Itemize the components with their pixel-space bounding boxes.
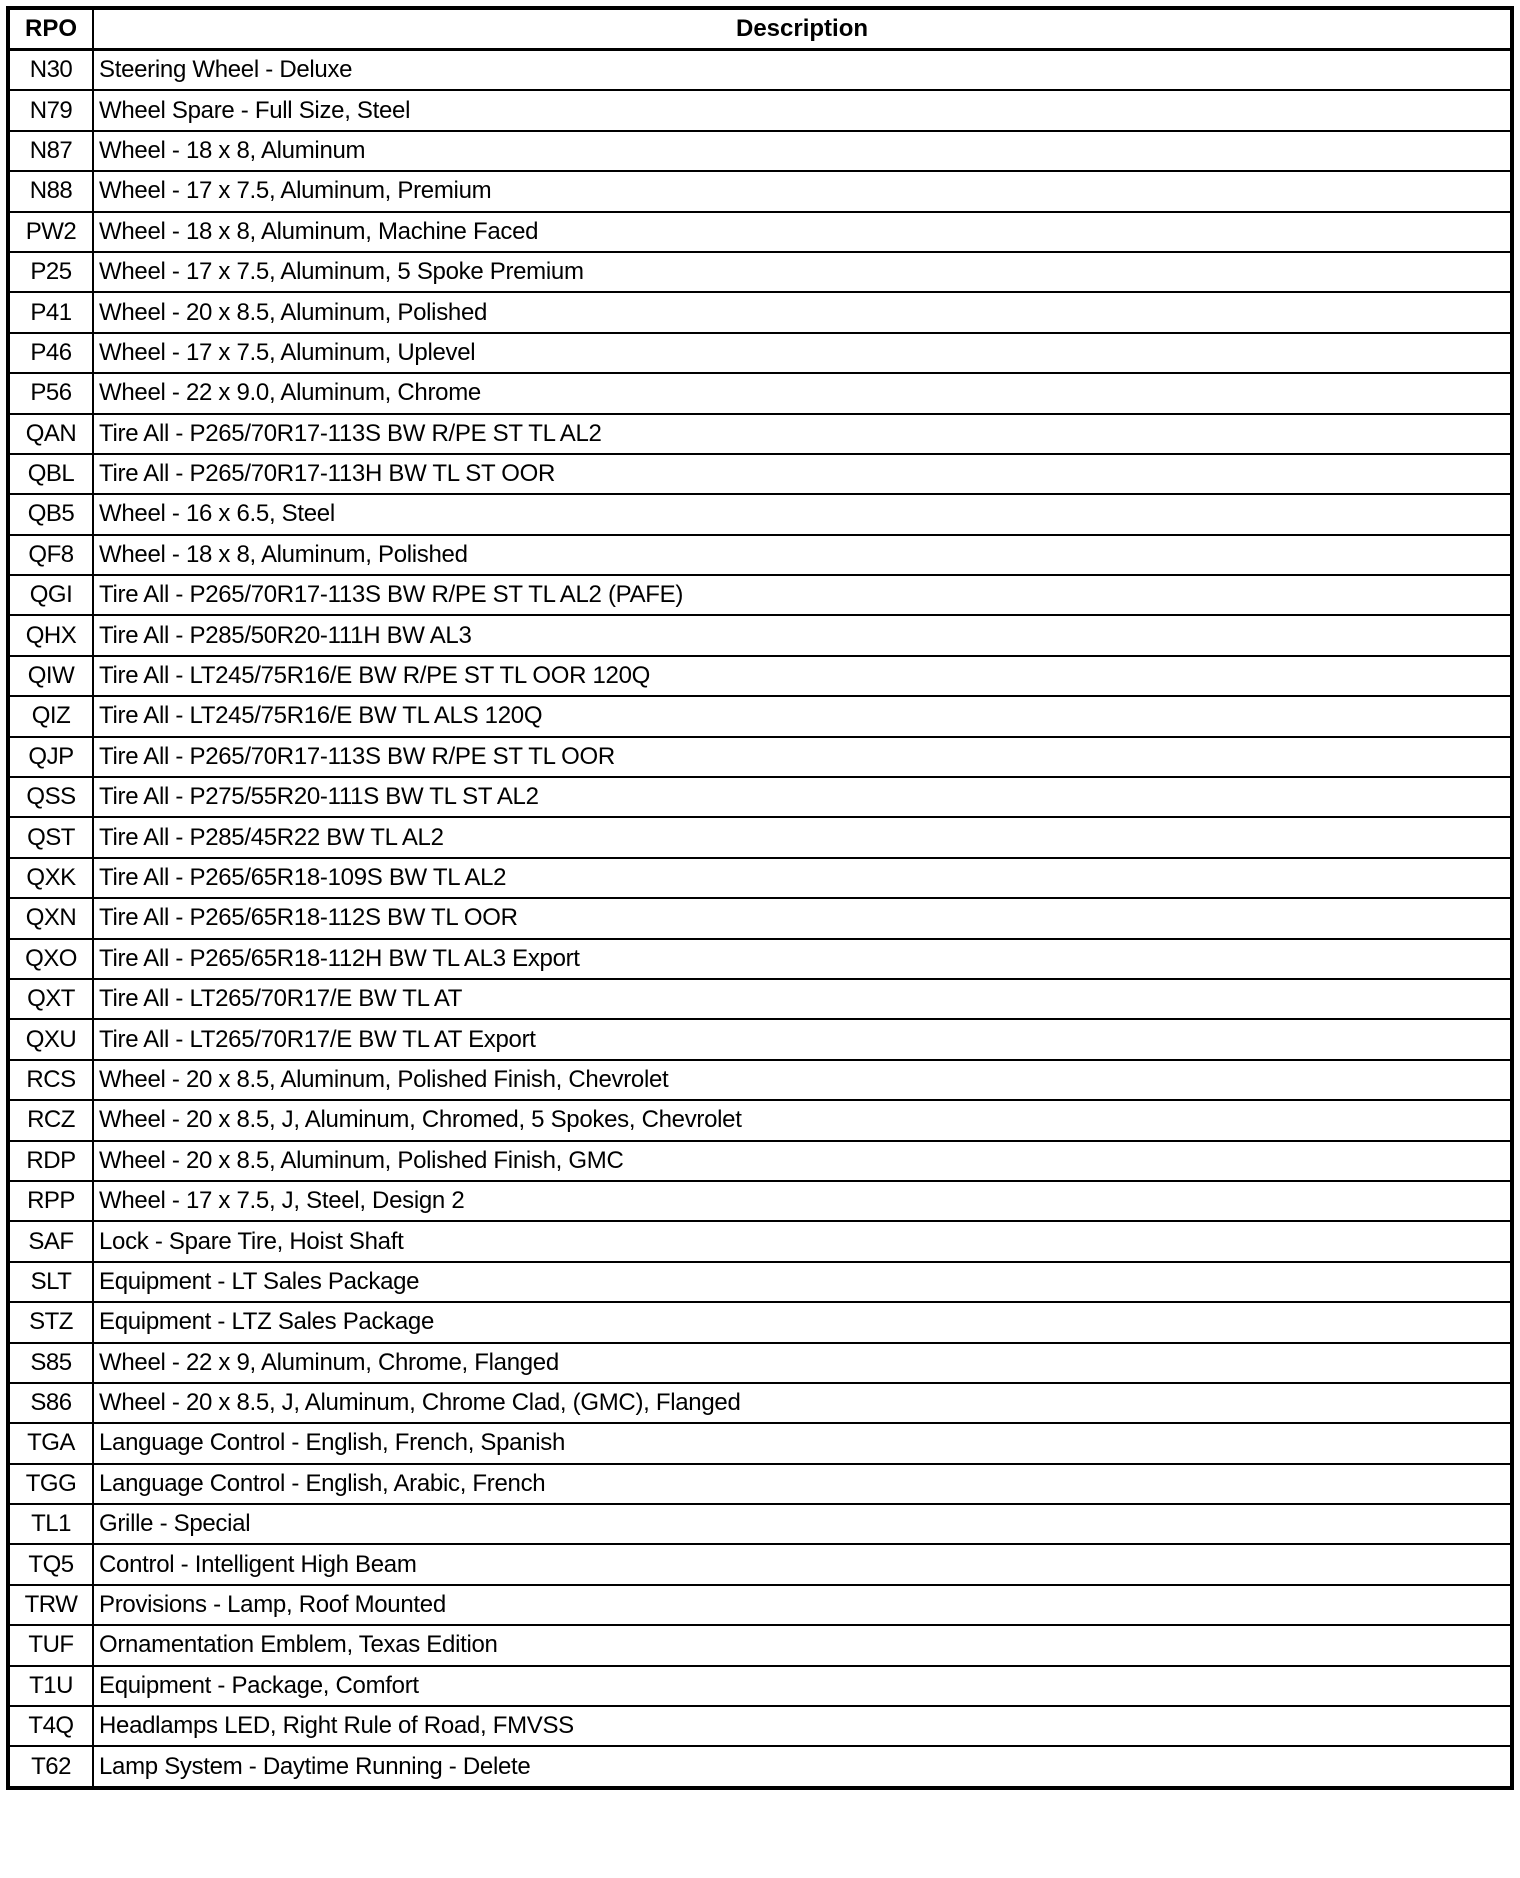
rpo-code-cell: QAN [8, 414, 93, 454]
rpo-code-cell: QIZ [8, 696, 93, 736]
rpo-code-cell: N79 [8, 90, 93, 130]
rpo-code-cell: QGI [8, 575, 93, 615]
table-row [8, 535, 1512, 575]
description-cell: Equipment - LTZ Sales Package [93, 1302, 1512, 1342]
rpo-code-cell: P41 [8, 292, 93, 332]
rpo-code-cell: N30 [8, 50, 93, 91]
rpo-code-cell: S85 [8, 1343, 93, 1383]
table-row [8, 131, 1512, 171]
rpo-code-cell: QXN [8, 898, 93, 938]
header-rpo: RPO [8, 8, 93, 50]
description-cell: Language Control - English, Arabic, French [93, 1464, 1512, 1504]
description-cell: Equipment - Package, Comfort [93, 1666, 1512, 1706]
rpo-code-cell: P25 [8, 252, 93, 292]
description-cell: Wheel - 22 x 9.0, Aluminum, Chrome [93, 373, 1512, 413]
description-cell: Steering Wheel - Deluxe [93, 50, 1512, 91]
description-cell: Tire All - P275/55R20-111S BW TL ST AL2 [93, 777, 1512, 817]
table-row [8, 252, 1512, 292]
table-row [8, 171, 1512, 211]
table-row [8, 1504, 1512, 1544]
rpo-code-cell: TQ5 [8, 1544, 93, 1584]
description-cell: Tire All - P265/65R18-112S BW TL OOR [93, 898, 1512, 938]
table-row [8, 898, 1512, 938]
table-row [8, 1262, 1512, 1302]
table-row [8, 1625, 1512, 1665]
description-cell: Tire All - P265/70R17-113S BW R/PE ST TL OOR [93, 737, 1512, 777]
table-row [8, 1706, 1512, 1746]
description-cell: Grille - Special [93, 1504, 1512, 1544]
table-row [8, 1221, 1512, 1261]
table-row [8, 292, 1512, 332]
table-row [8, 1302, 1512, 1342]
rpo-code-cell: SAF [8, 1221, 93, 1261]
table-row [8, 656, 1512, 696]
table-row [8, 737, 1512, 777]
description-cell: Tire All - P265/70R17-113S BW R/PE ST TL AL2 [93, 414, 1512, 454]
description-cell: Tire All - P285/50R20-111H BW AL3 [93, 615, 1512, 655]
table-row [8, 615, 1512, 655]
rpo-code-cell: QBL [8, 454, 93, 494]
table-row [8, 858, 1512, 898]
rpo-table [6, 6, 1514, 1790]
table-row [8, 1666, 1512, 1706]
rpo-code-cell: T1U [8, 1666, 93, 1706]
table-row [8, 1181, 1512, 1221]
description-cell: Wheel - 22 x 9, Aluminum, Chrome, Flanged [93, 1343, 1512, 1383]
description-cell: Wheel - 20 x 8.5, J, Aluminum, Chromed, 5 Spokes, Chevrolet [93, 1100, 1512, 1140]
description-cell: Tire All - P265/70R17-113H BW TL ST OOR [93, 454, 1512, 494]
rpo-code-cell: RCZ [8, 1100, 93, 1140]
rpo-code-cell: QIW [8, 656, 93, 696]
table-row [8, 777, 1512, 817]
description-cell: Wheel - 20 x 8.5, J, Aluminum, Chrome Clad, (GMC), Flanged [93, 1383, 1512, 1423]
table-row [8, 90, 1512, 130]
description-cell: Tire All - LT265/70R17/E BW TL AT [93, 979, 1512, 1019]
rpo-code-cell: RCS [8, 1060, 93, 1100]
rpo-code-cell: T4Q [8, 1706, 93, 1746]
rpo-code-cell: QF8 [8, 535, 93, 575]
description-cell: Tire All - LT245/75R16/E BW TL ALS 120Q [93, 696, 1512, 736]
description-cell: Wheel Spare - Full Size, Steel [93, 90, 1512, 130]
table-header-row [8, 8, 1512, 50]
rpo-code-cell: TL1 [8, 1504, 93, 1544]
table-row [8, 1423, 1512, 1463]
table-row [8, 1343, 1512, 1383]
description-cell: Wheel - 18 x 8, Aluminum, Machine Faced [93, 212, 1512, 252]
rpo-code-cell: P46 [8, 333, 93, 373]
rpo-code-cell: QXK [8, 858, 93, 898]
header-description: Description [93, 8, 1512, 50]
rpo-code-cell: TUF [8, 1625, 93, 1665]
table-row [8, 1585, 1512, 1625]
rpo-code-cell: P56 [8, 373, 93, 413]
description-cell: Wheel - 18 x 8, Aluminum [93, 131, 1512, 171]
table-row [8, 414, 1512, 454]
table-row [8, 1746, 1512, 1787]
description-cell: Headlamps LED, Right Rule of Road, FMVSS [93, 1706, 1512, 1746]
rpo-code-cell: QB5 [8, 494, 93, 534]
table-row [8, 1060, 1512, 1100]
description-cell: Provisions - Lamp, Roof Mounted [93, 1585, 1512, 1625]
table-row [8, 494, 1512, 534]
table-row [8, 1019, 1512, 1059]
table-row [8, 1141, 1512, 1181]
rpo-code-cell: N87 [8, 131, 93, 171]
description-cell: Ornamentation Emblem, Texas Edition [93, 1625, 1512, 1665]
description-cell: Wheel - 20 x 8.5, Aluminum, Polished Finish, GMC [93, 1141, 1512, 1181]
rpo-code-cell: TGG [8, 1464, 93, 1504]
description-cell: Tire All - P285/45R22 BW TL AL2 [93, 817, 1512, 857]
table-row [8, 939, 1512, 979]
description-cell: Tire All - LT245/75R16/E BW R/PE ST TL OOR 120Q [93, 656, 1512, 696]
table-row [8, 333, 1512, 373]
description-cell: Lock - Spare Tire, Hoist Shaft [93, 1221, 1512, 1261]
rpo-code-cell: RDP [8, 1141, 93, 1181]
description-cell: Wheel - 17 x 7.5, Aluminum, Uplevel [93, 333, 1512, 373]
description-cell: Tire All - P265/65R18-112H BW TL AL3 Export [93, 939, 1512, 979]
table-row [8, 1544, 1512, 1584]
rpo-code-cell: QXT [8, 979, 93, 1019]
description-cell: Wheel - 18 x 8, Aluminum, Polished [93, 535, 1512, 575]
rpo-code-cell: SLT [8, 1262, 93, 1302]
table-row [8, 1383, 1512, 1423]
table-row [8, 212, 1512, 252]
rpo-code-cell: PW2 [8, 212, 93, 252]
rpo-code-cell: QXO [8, 939, 93, 979]
table-row [8, 817, 1512, 857]
table-row [8, 979, 1512, 1019]
table-row [8, 1100, 1512, 1140]
description-cell: Tire All - LT265/70R17/E BW TL AT Export [93, 1019, 1512, 1059]
description-cell: Wheel - 17 x 7.5, J, Steel, Design 2 [93, 1181, 1512, 1221]
rpo-code-cell: QJP [8, 737, 93, 777]
description-cell: Control - Intelligent High Beam [93, 1544, 1512, 1584]
table-row [8, 454, 1512, 494]
rpo-code-cell: RPP [8, 1181, 93, 1221]
rpo-code-cell: QST [8, 817, 93, 857]
rpo-code-cell: T62 [8, 1746, 93, 1787]
rpo-code-cell: QHX [8, 615, 93, 655]
rpo-code-cell: N88 [8, 171, 93, 211]
rpo-code-cell: QSS [8, 777, 93, 817]
table-row [8, 1464, 1512, 1504]
description-cell: Wheel - 20 x 8.5, Aluminum, Polished [93, 292, 1512, 332]
description-cell: Wheel - 17 x 7.5, Aluminum, Premium [93, 171, 1512, 211]
rpo-code-cell: TGA [8, 1423, 93, 1463]
description-cell: Language Control - English, French, Spanish [93, 1423, 1512, 1463]
table-body [8, 50, 1512, 1788]
table-row [8, 575, 1512, 615]
table-row [8, 50, 1512, 91]
table-row [8, 373, 1512, 413]
description-cell: Wheel - 20 x 8.5, Aluminum, Polished Finish, Chevrolet [93, 1060, 1512, 1100]
description-cell: Lamp System - Daytime Running - Delete [93, 1746, 1512, 1787]
rpo-code-cell: S86 [8, 1383, 93, 1423]
rpo-code-cell: TRW [8, 1585, 93, 1625]
rpo-code-cell: QXU [8, 1019, 93, 1059]
description-cell: Wheel - 16 x 6.5, Steel [93, 494, 1512, 534]
rpo-code-cell: STZ [8, 1302, 93, 1342]
table-row [8, 696, 1512, 736]
description-cell: Equipment - LT Sales Package [93, 1262, 1512, 1302]
description-cell: Tire All - P265/70R17-113S BW R/PE ST TL AL2 (PAFE) [93, 575, 1512, 615]
description-cell: Tire All - P265/65R18-109S BW TL AL2 [93, 858, 1512, 898]
description-cell: Wheel - 17 x 7.5, Aluminum, 5 Spoke Premium [93, 252, 1512, 292]
